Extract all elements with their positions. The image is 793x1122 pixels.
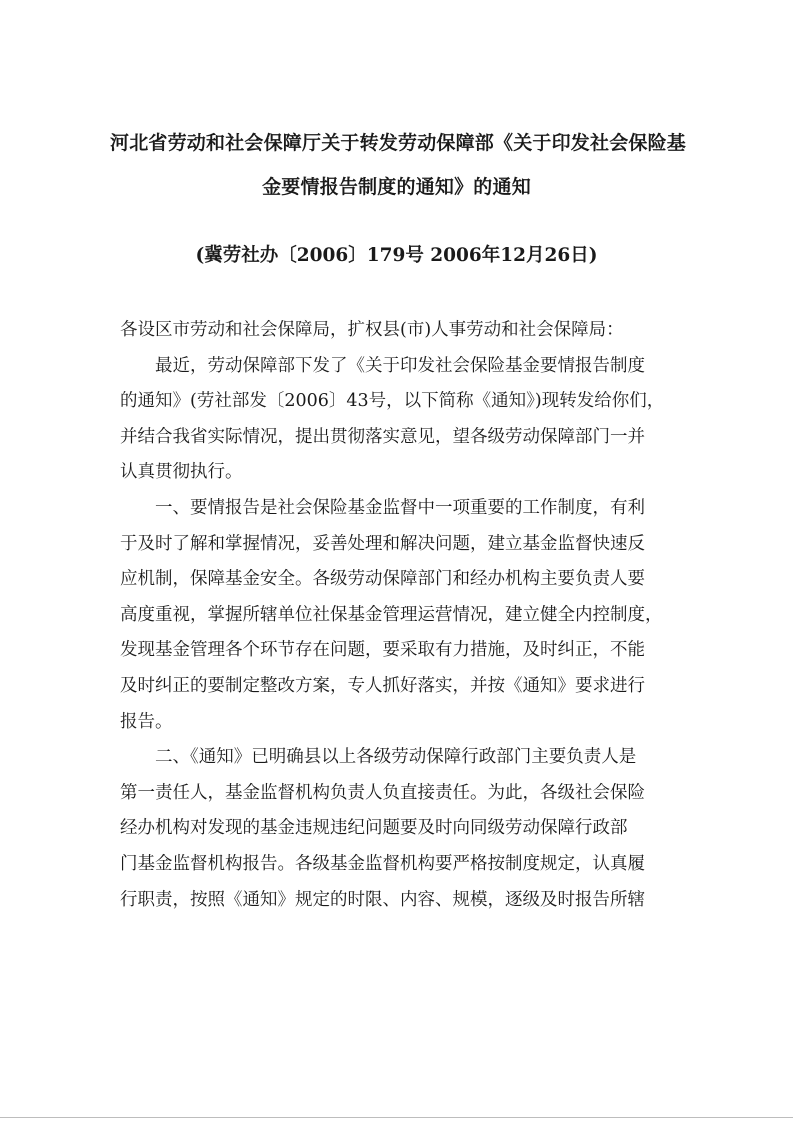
body-line: 行职责，按照《通知》规定的时限、内容、规模，逐级及时报告所辖 bbox=[120, 889, 645, 910]
document-title bbox=[110, 121, 687, 209]
body-line: 并结合我省实际情况，提出贯彻落实意见，望各级劳动保障部门一并 bbox=[120, 426, 645, 447]
document-reference: (冀劳社办〔2006〕179号 2006年12月26日) bbox=[195, 245, 598, 266]
body-line: 应机制，保障基金安全。各级劳动保障部门和经办机构主要负责人要 bbox=[120, 569, 645, 590]
salutation-line: 各设区市劳动和社会保障局，扩权县(市)人事劳动和社会保障局： bbox=[120, 320, 624, 340]
body-line: 高度重视，掌握所辖单位社保基金管理运营情况，建立健全内控制度， bbox=[120, 604, 663, 625]
page-bottom-divider bbox=[0, 1117, 793, 1118]
body-line: 的通知》(劳社部发〔2006〕43号，以下简称《通知》)现转发给你们， bbox=[120, 391, 665, 412]
document-body bbox=[120, 313, 680, 918]
body-line: 二、《通知》已明确县以上各级劳动保障行政部门主要负责人是 bbox=[120, 747, 637, 768]
body-line: 及时纠正的要制定整改方案，专人抓好落实，并按《通知》要求进行 bbox=[120, 675, 645, 696]
body-line: 第一责任人，基金监督机构负责人负直接责任。为此，各级社会保险 bbox=[120, 782, 645, 803]
title-line-2: 金要情报告制度的通知》的通知 bbox=[262, 176, 531, 198]
body-line: 于及时了解和掌握情况，妥善处理和解决问题，建立基金监督快速反 bbox=[120, 533, 645, 554]
body-line: 发现基金管理各个环节存在问题，要采取有力措施，及时纠正，不能 bbox=[120, 640, 645, 661]
body-line: 门基金监督机构报告。各级基金监督机构要严格按制度规定，认真履 bbox=[120, 853, 645, 874]
body-line: 认真贯彻执行。 bbox=[120, 462, 243, 483]
body-line: 报告。 bbox=[120, 711, 173, 732]
body-line: 一、要情报告是社会保险基金监督中一项重要的工作制度，有利 bbox=[120, 497, 645, 518]
title-line-1: 河北省劳动和社会保障厅关于转发劳动保障部《关于印发社会保险基 bbox=[110, 132, 687, 154]
body-line: 最近，劳动保障部下发了《关于印发社会保险基金要情报告制度 bbox=[120, 355, 645, 376]
body-line: 经办机构对发现的基金违规违纪问题要及时向同级劳动保障行政部 bbox=[120, 818, 628, 839]
